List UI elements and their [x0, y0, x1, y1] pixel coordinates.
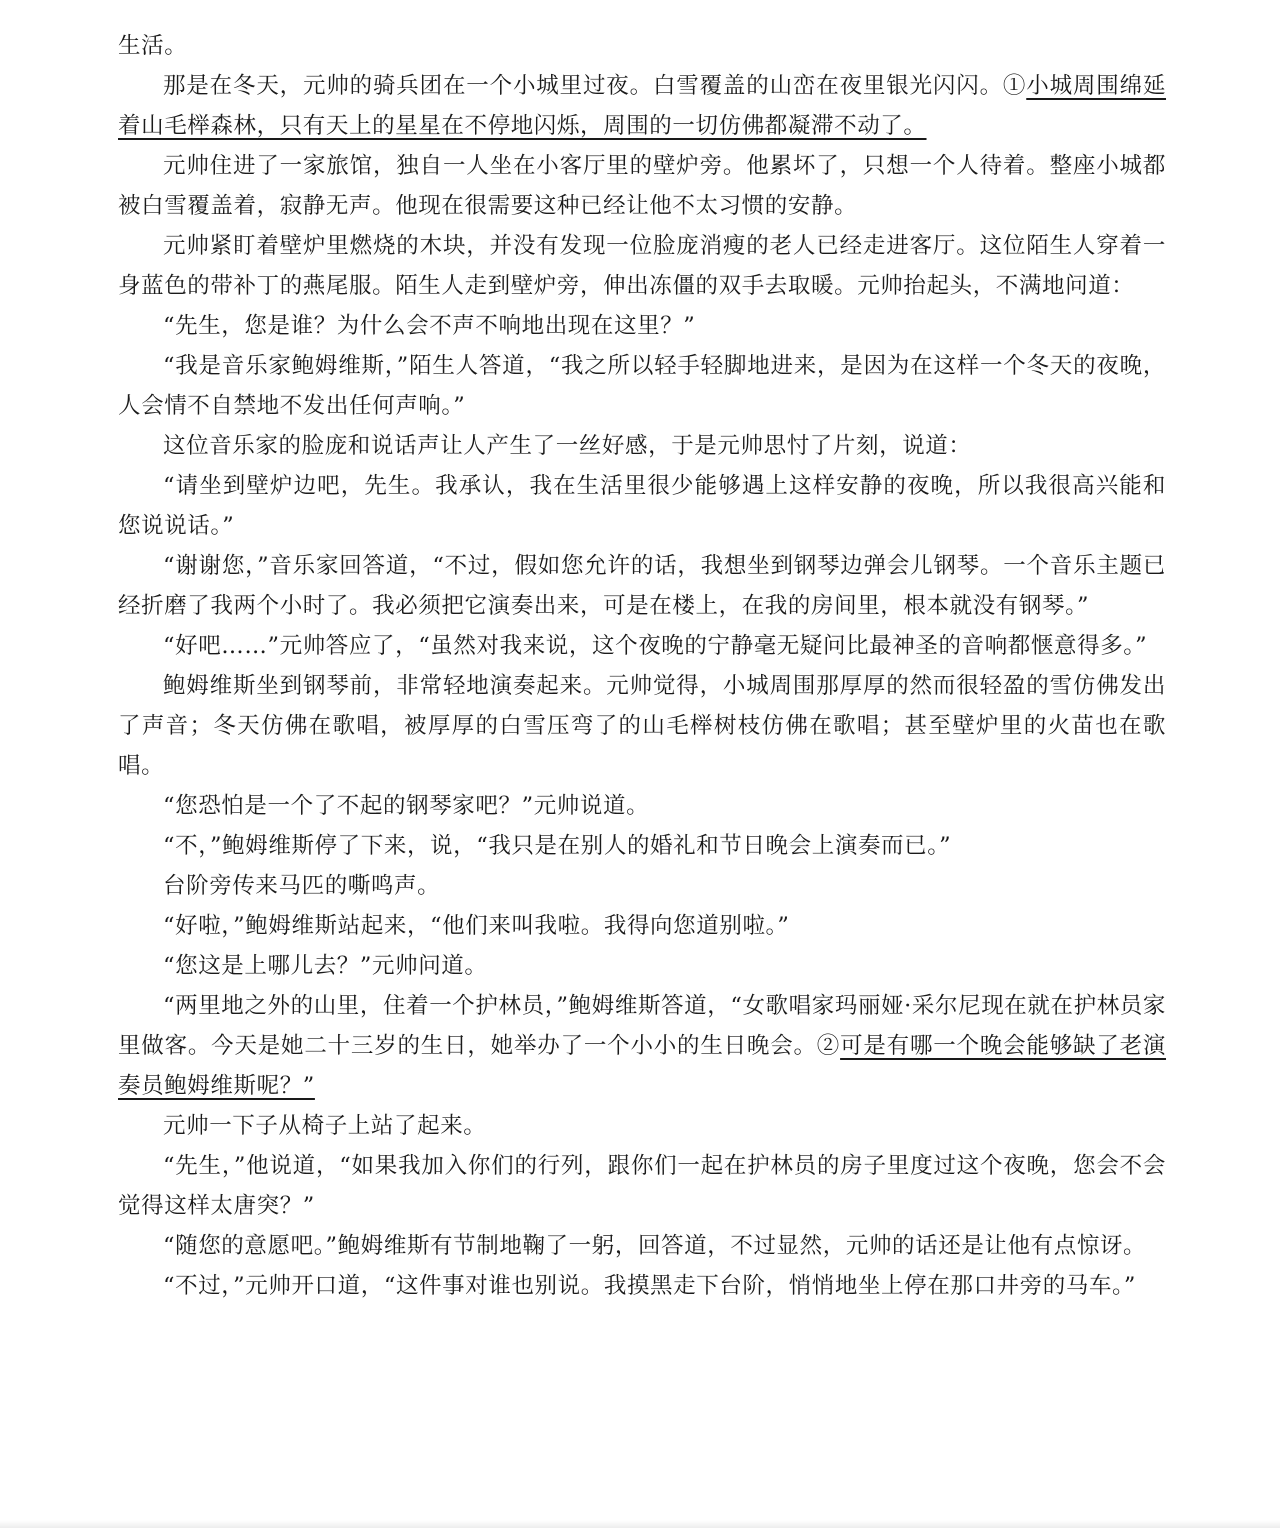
paragraph-17 — [118, 986, 1166, 1106]
paragraph-15 — [118, 906, 1166, 946]
paragraph-2 — [118, 66, 1166, 146]
paragraph-1 — [118, 26, 1166, 66]
paragraph-18 — [118, 1106, 1166, 1146]
paragraph-20 — [118, 1226, 1166, 1266]
paragraph-text: “我是音乐家鲍姆维斯，”陌生人答道，“我之所以轻手轻脚地进来，是因为在这样一个冬天的夜晚，人会情不自禁地不发出任何声响。” — [118, 353, 1166, 419]
paragraph-text: 元帅住进了一家旅馆，独自一人坐在小客厅里的壁炉旁。他累坏了，只想一个人待着。整座小城都被白雪覆盖着，寂静无声。他现在很需要这种已经让他不太习惯的安静。 — [118, 153, 1166, 219]
paragraph-text: 这位音乐家的脸庞和说话声让人产生了一丝好感，于是元帅思忖了片刻，说道： — [163, 433, 972, 459]
paragraph-text: “谢谢您，”音乐家回答道，“不过，假如您允许的话，我想坐到钢琴边弹会儿钢琴。一个音乐主题已经折磨了我两个小时了。我必须把它演奏出来，可是在楼上，在我的房间里，根本就没有钢琴。” — [118, 553, 1166, 619]
paragraph-text: “好吧……”元帅答应了，“虽然对我来说，这个夜晚的宁静毫无疑问比最神圣的音响都惬意得多。” — [163, 633, 1148, 659]
paragraph-16 — [118, 946, 1166, 986]
underlined-sentence-1: 小城周围绵延着山毛榉森林，只有天上的星星在不停地闪烁，周围的一切仿佛都凝滞不动了。 — [118, 73, 1167, 139]
paragraph-8 — [118, 466, 1166, 546]
paragraph-text: “您恐怕是一个了不起的钢琴家吧？”元帅说道。 — [163, 793, 650, 819]
document-page — [118, 26, 1166, 1306]
page-bottom-shadow — [0, 1520, 1280, 1528]
paragraph-5 — [118, 306, 1166, 346]
paragraph-text: “不，”鲍姆维斯停了下来，说，“我只是在别人的婚礼和节日晚会上演奏而已。” — [163, 833, 952, 859]
paragraph-12 — [118, 786, 1166, 826]
paragraph-text: 生活。 — [118, 33, 188, 59]
underlined-sentence-2: 可是有哪一个晚会能够缺了老演奏员鲍姆维斯呢？” — [118, 1033, 1167, 1099]
paragraph-7 — [118, 426, 1166, 466]
paragraph-10 — [118, 626, 1166, 666]
paragraph-11 — [118, 666, 1166, 786]
paragraph-text: 元帅一下子从椅子上站了起来。 — [163, 1113, 487, 1139]
paragraph-text: “随您的意愿吧。”鲍姆维斯有节制地鞠了一躬，回答道，不过显然，元帅的话还是让他有点惊讶。 — [163, 1233, 1147, 1259]
paragraph-9 — [118, 546, 1166, 626]
paragraph-14 — [118, 866, 1166, 906]
paragraph-text: 元帅紧盯着壁炉里燃烧的木块，并没有发现一位脸庞消瘦的老人已经走进客厅。这位陌生人穿着一身蓝色的带补丁的燕尾服。陌生人走到壁炉旁，伸出冻僵的双手去取暖。元帅抬起头，不满地问道： — [118, 233, 1166, 299]
paragraph-text: “您这是上哪儿去？”元帅问道。 — [163, 953, 488, 979]
paragraph-6 — [118, 346, 1166, 426]
paragraph-text: “不过，”元帅开口道，“这件事对谁也别说。我摸黑走下台阶，悄悄地坐上停在那口井旁的马车。” — [163, 1273, 1137, 1299]
paragraph-text: “请坐到壁炉边吧，先生。我承认，我在生活里很少能够遇上这样安静的夜晚，所以我很高兴能和您说说话。” — [118, 473, 1166, 539]
paragraph-19 — [118, 1146, 1166, 1226]
paragraph-text: 那是在冬天，元帅的骑兵团在一个小城里过夜。白雪覆盖的山峦在夜里银光闪闪。① — [163, 73, 1027, 99]
paragraph-text: “两里地之外的山里，住着一个护林员，”鲍姆维斯答道，“女歌唱家玛丽娅·采尔尼现在就在护林员家里做客。今天是她二十三岁的生日，她举办了一个小小的生日晚会。② — [118, 993, 1167, 1059]
paragraph-13 — [118, 826, 1166, 866]
paragraph-text: 台阶旁传来马匹的嘶鸣声。 — [163, 873, 441, 899]
paragraph-4 — [118, 226, 1166, 306]
paragraph-3 — [118, 146, 1166, 226]
paragraph-text: “先生，您是谁？为什么会不声不响地出现在这里？” — [163, 313, 696, 339]
paragraph-text: “先生，”他说道，“如果我加入你们的行列，跟你们一起在护林员的房子里度过这个夜晚，您会不会觉得这样太唐突？” — [118, 1153, 1166, 1219]
paragraph-text: 鲍姆维斯坐到钢琴前，非常轻地演奏起来。元帅觉得，小城周围那厚厚的然而很轻盈的雪仿佛发出了声音；冬天仿佛在歌唱，被厚厚的白雪压弯了的山毛榉树枝仿佛在歌唱；甚至壁炉里的火苗也在歌唱。 — [118, 673, 1166, 779]
paragraph-21 — [118, 1266, 1166, 1306]
paragraph-text: “好啦，”鲍姆维斯站起来，“他们来叫我啦。我得向您道别啦。” — [163, 913, 790, 939]
